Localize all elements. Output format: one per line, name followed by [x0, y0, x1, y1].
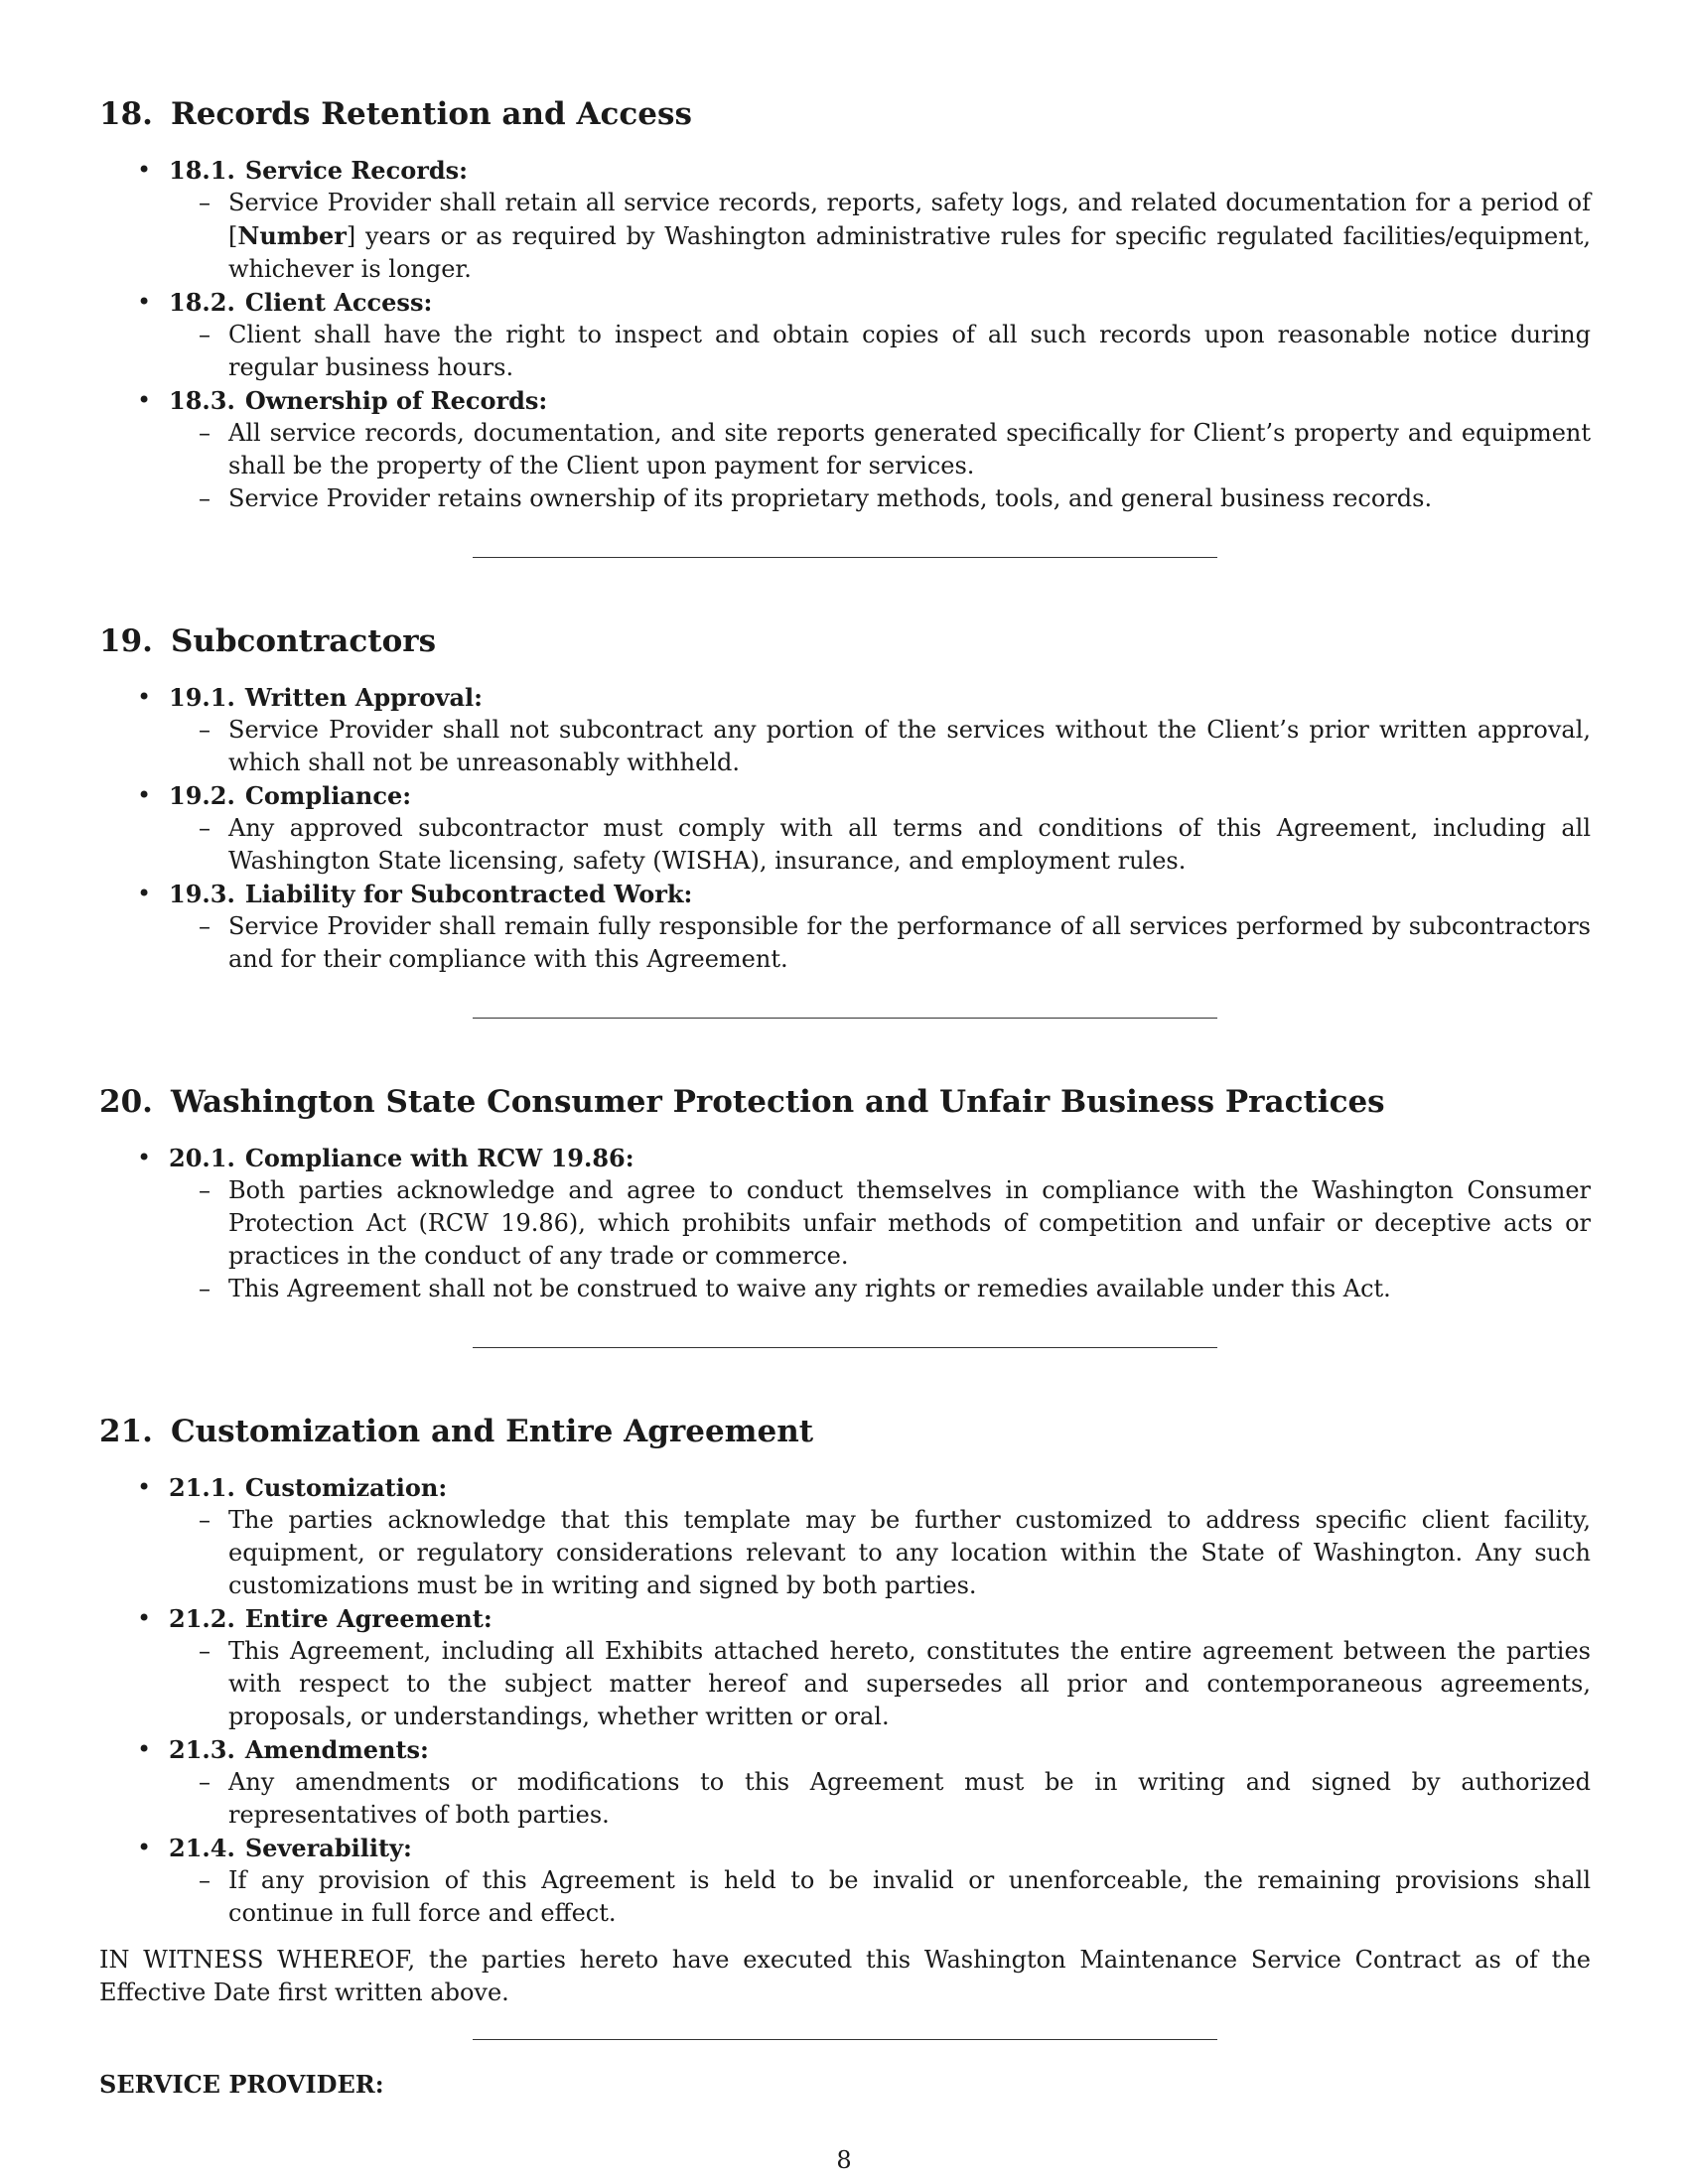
bullet-icon: •: [137, 1834, 152, 1861]
clause-text: [169, 417, 1591, 482]
clause-number: 19.1.: [169, 683, 235, 712]
section-title: Records Retention and Access: [170, 96, 692, 132]
bullet-icon: •: [137, 156, 152, 184]
section-title: Subcontractors: [170, 623, 437, 659]
dash-icon: –: [199, 1506, 211, 1534]
clause-label: Severability:: [244, 1834, 412, 1862]
dash-icon: –: [199, 419, 211, 447]
clause-item: [99, 1602, 1591, 1733]
clause-title: [169, 878, 1591, 910]
clause-item: [99, 878, 1591, 976]
clause-text: [169, 910, 1591, 976]
clause-item: [99, 779, 1591, 878]
clause-text-body: This Agreement, including all Exhibits attached hereto, constitutes the entire agreement between the parties with respect to the subject matter hereof and supersedes all prior and contemporaneous agreements, proposals, or understandings, whether written or oral.: [228, 1637, 1591, 1730]
clause-number: 18.2.: [169, 288, 235, 317]
clause-label: Service Records:: [244, 156, 468, 185]
clause-text: [169, 812, 1591, 878]
clause-title: [169, 681, 1591, 714]
witness-clause: IN WITNESS WHEREOF, the parties hereto have executed this Washington Maintenance Service Contract as of the Effective Date first written above.: [99, 1946, 1591, 2006]
section-heading: [99, 94, 1591, 134]
bullet-icon: •: [137, 1144, 152, 1171]
clause-text-body: If any provision of this Agreement is held to be invalid or unenforceable, the remaining provisions shall continue in full force and effect.: [228, 1866, 1591, 1927]
clause-label: Compliance with RCW 19.86:: [244, 1144, 634, 1172]
clause-number: 19.2.: [169, 781, 235, 810]
clause-item: [99, 286, 1591, 384]
clause-text: [169, 319, 1591, 384]
section-heading: [99, 621, 1591, 661]
dash-icon: –: [199, 912, 211, 940]
clause-text-body: Any approved subcontractor must comply with all terms and conditions of this Agreement, including all Washington State licensing, safety (WISHA), insurance, and employment rules.: [228, 814, 1591, 875]
bullet-icon: •: [137, 1735, 152, 1763]
clause-number: 18.3.: [169, 386, 235, 415]
clause-text: [169, 1273, 1591, 1305]
clause-label: Ownership of Records:: [244, 386, 548, 415]
clause-text: [169, 714, 1591, 779]
clause-text-body: Both parties acknowledge and agree to conduct themselves in compliance with the Washington Consumer Protection Act (RCW 19.86), which prohibits unfair methods of competition and unfair or deceptive acts or practices in the conduct of any trade or commerce.: [228, 1176, 1591, 1270]
dash-icon: –: [199, 484, 211, 512]
section-divider: [473, 1347, 1217, 1348]
section-title: Washington State Consumer Protection and Unfair Business Practices: [170, 1084, 1385, 1120]
clause-number: 19.3.: [169, 880, 235, 908]
dash-icon: –: [199, 716, 211, 744]
clause-title: [169, 1832, 1591, 1864]
clause-text: [169, 1174, 1591, 1273]
placeholder-number: Number: [237, 221, 347, 250]
bullet-icon: •: [137, 1604, 152, 1632]
bullet-icon: •: [137, 386, 152, 414]
clause-text-body: Service Provider retains ownership of its proprietary methods, tools, and general business records.: [228, 484, 1433, 512]
dash-icon: –: [199, 321, 211, 348]
clause-text: [169, 1864, 1591, 1930]
clause-label: Amendments:: [244, 1735, 429, 1764]
clause-text: [169, 482, 1591, 515]
clause-label: Customization:: [244, 1473, 448, 1502]
dash-icon: –: [199, 1176, 211, 1204]
clause-label: Written Approval:: [244, 683, 484, 712]
clause-text-body: Service Provider shall not subcontract any portion of the services without the Client’s prior written approval, which shall not be unreasonably withheld.: [228, 716, 1591, 776]
clause-title: [169, 779, 1591, 812]
clause-number: 21.2.: [169, 1604, 235, 1633]
signature-divider: [473, 2039, 1217, 2040]
clause-title: [169, 154, 1591, 187]
dash-icon: –: [199, 189, 211, 216]
clause-label: Entire Agreement:: [244, 1604, 492, 1633]
section-number: 18.: [99, 96, 153, 132]
clause-text: [169, 1635, 1591, 1733]
clause-number: 21.3.: [169, 1735, 235, 1764]
sections-container: [99, 94, 1591, 1930]
clause-item: [99, 1142, 1591, 1305]
clause-title: [169, 1602, 1591, 1635]
clause-title: [169, 1142, 1591, 1174]
service-provider-label: SERVICE PROVIDER:: [99, 2070, 384, 2099]
clause-item: [99, 1471, 1591, 1602]
dash-icon: –: [199, 1768, 211, 1796]
clause-text-body: Client shall have the right to inspect and obtain copies of all such records upon reasonable notice during regular business hours.: [228, 321, 1591, 381]
clause-label: Client Access:: [244, 288, 433, 317]
bullet-icon: •: [137, 1473, 152, 1501]
bullet-icon: •: [137, 781, 152, 809]
clause-text-body: Service Provider shall retain all service records, reports, safety logs, and related documentation for a period of [Number] years or as required by Washington administrative rules for specific regulated facilities/equipment, whichever is longer.: [228, 189, 1591, 283]
section-number: 21.: [99, 1414, 153, 1449]
clause-item: [99, 384, 1591, 515]
clause-number: 21.4.: [169, 1834, 235, 1862]
clause-text-body: The parties acknowledge that this template may be further customized to address specific client facility, equipment, or regulatory considerations relevant to any location within the State of Washington. Any such customizations must be in writing and signed by both parties.: [228, 1506, 1591, 1599]
page-number: 8: [836, 2146, 852, 2174]
clause-title: [169, 1471, 1591, 1504]
dash-icon: –: [199, 1637, 211, 1665]
clause-number: 21.1.: [169, 1473, 235, 1502]
document-content: [99, 94, 1591, 2101]
section-heading: [99, 1082, 1591, 1122]
clause-number: 20.1.: [169, 1144, 235, 1172]
section-divider: [473, 1018, 1217, 1019]
clause-item: [99, 681, 1591, 779]
clause-text: [169, 1504, 1591, 1602]
clause-text-body: Service Provider shall remain fully responsible for the performance of all services performed by subcontractors and for their compliance with this Agreement.: [228, 912, 1591, 973]
clause-label: Liability for Subcontracted Work:: [244, 880, 693, 908]
clause-item: [99, 1733, 1591, 1832]
clause-label: Compliance:: [244, 781, 412, 810]
section-number: 19.: [99, 623, 153, 659]
bullet-icon: •: [137, 880, 152, 907]
bullet-icon: •: [137, 288, 152, 316]
clause-title: [169, 286, 1591, 319]
clause-text: [169, 187, 1591, 286]
clause-title: [169, 384, 1591, 417]
dash-icon: –: [199, 814, 211, 842]
dash-icon: –: [199, 1275, 211, 1302]
clause-title: [169, 1733, 1591, 1766]
clause-item: [99, 1832, 1591, 1930]
section-number: 20.: [99, 1084, 153, 1120]
dash-icon: –: [199, 1866, 211, 1894]
clause-text: [169, 1766, 1591, 1832]
clause-text-body: This Agreement shall not be construed to waive any rights or remedies available under this Act.: [228, 1275, 1391, 1302]
clause-item: [99, 154, 1591, 286]
section-title: Customization and Entire Agreement: [170, 1414, 814, 1449]
clause-text-body: All service records, documentation, and site reports generated specifically for Client’s property and equipment shall be the property of the Client upon payment for services.: [228, 419, 1591, 479]
clause-text-body: Any amendments or modifications to this Agreement must be in writing and signed by authorized representatives of both parties.: [228, 1768, 1591, 1829]
section-divider: [473, 557, 1217, 558]
bullet-icon: •: [137, 683, 152, 711]
section-heading: [99, 1412, 1591, 1451]
clause-number: 18.1.: [169, 156, 235, 185]
